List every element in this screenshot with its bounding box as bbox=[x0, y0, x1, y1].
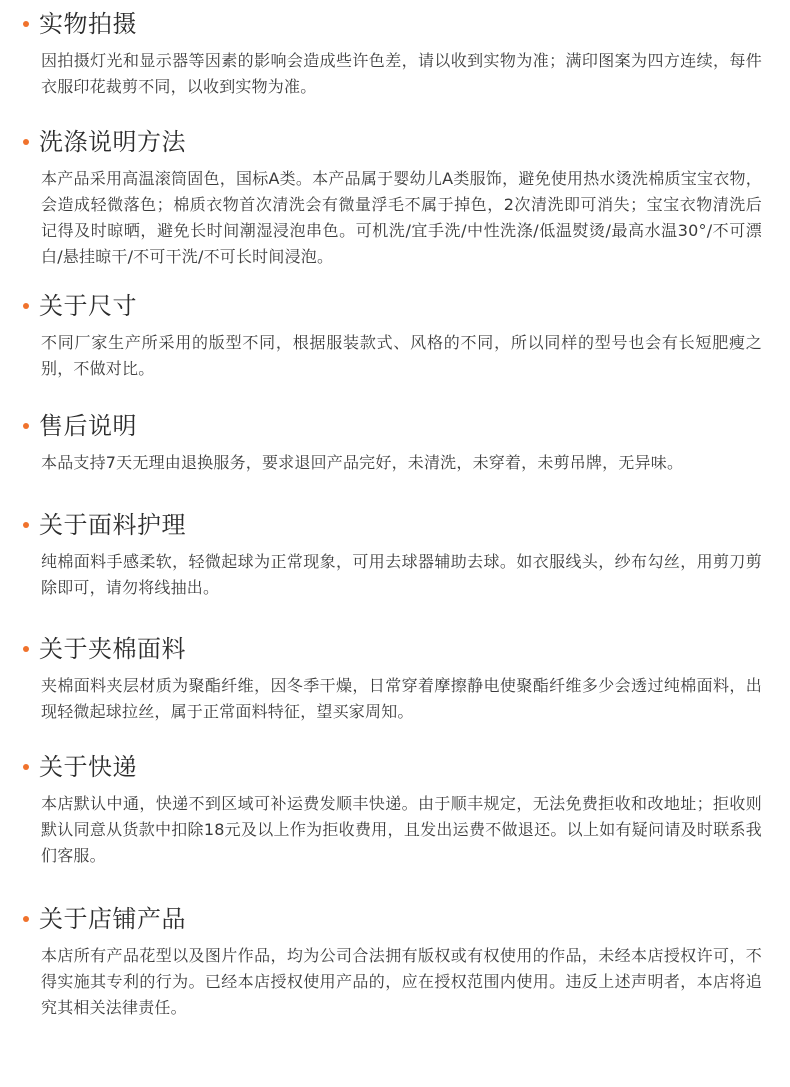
bullet-dot-icon bbox=[23, 423, 29, 429]
section-photography bbox=[22, 6, 768, 100]
section-fabric-care bbox=[22, 507, 768, 601]
section-heading bbox=[22, 408, 768, 444]
section-title: 关于夹棉面料 bbox=[39, 635, 186, 663]
section-text: 本产品采用高温滚筒固色，国标A类。本产品属于婴幼儿A类服饰，避免使用热水烫洗棉质宝宝衣物，会造成轻微落色；棉质衣物首次清洗会有微量浮毛不属于掉色，2次清洗即可消失；宝宝衣物清洗后记得及时晾晒，避免长时间潮湿浸泡串色。可机洗/宜手洗/中性洗涤/低温熨烫/最高水温30°/不可漂白/悬挂晾干/不可干洗/不可长时间浸泡。 bbox=[41, 169, 762, 266]
section-sizing bbox=[22, 288, 768, 382]
section-title: 关于店铺产品 bbox=[39, 905, 186, 933]
section-after-sales bbox=[22, 408, 768, 476]
section-washing bbox=[22, 124, 768, 270]
section-text: 本品支持7天无理由退换服务，要求退回产品完好，未清洗，未穿着，未剪吊牌，无异味。 bbox=[41, 453, 684, 472]
section-text: 本店默认中通，快递不到区域可补运费发顺丰快递。由于顺丰规定，无法免费拒收和改地址；拒收则默认同意从货款中扣除18元及以上作为拒收费用，且发出运费不做退还。以上如有疑问请及时联系我们客服。 bbox=[41, 794, 762, 865]
section-title: 实物拍摄 bbox=[39, 10, 137, 38]
section-heading bbox=[22, 631, 768, 667]
section-title: 售后说明 bbox=[39, 412, 137, 440]
bullet-dot-icon bbox=[23, 139, 29, 145]
section-title: 关于面料护理 bbox=[39, 511, 186, 539]
section-heading bbox=[22, 124, 768, 160]
section-shipping bbox=[22, 749, 768, 869]
section-heading bbox=[22, 288, 768, 324]
section-heading bbox=[22, 901, 768, 937]
section-text: 夹棉面料夹层材质为聚酯纤维，因冬季干燥，日常穿着摩擦静电使聚酯纤维多少会透过纯棉面料，出现轻微起球拉丝，属于正常面料特征，望买家周知。 bbox=[41, 676, 762, 721]
bullet-dot-icon bbox=[23, 916, 29, 922]
section-heading bbox=[22, 749, 768, 785]
section-store-products bbox=[22, 901, 768, 1021]
bullet-dot-icon bbox=[23, 764, 29, 770]
section-text: 本店所有产品花型以及图片作品，均为公司合法拥有版权或有权使用的作品，未经本店授权许可，不得实施其专利的行为。已经本店授权使用产品的，应在授权范围内使用。违反上述声明者，本店将追究其相关法律责任。 bbox=[41, 946, 762, 1017]
section-text: 纯棉面料手感柔软，轻微起球为正常现象，可用去球器辅助去球。如衣服线头，纱布勾丝，用剪刀剪除即可，请勿将线抽出。 bbox=[41, 552, 762, 597]
section-heading bbox=[22, 507, 768, 543]
bullet-dot-icon bbox=[23, 303, 29, 309]
bullet-dot-icon bbox=[23, 646, 29, 652]
section-text: 因拍摄灯光和显示器等因素的影响会造成些许色差，请以收到实物为准；满印图案为四方连续，每件衣服印花裁剪不同，以收到实物为准。 bbox=[41, 51, 762, 96]
section-title: 关于尺寸 bbox=[39, 292, 137, 320]
section-title: 关于快递 bbox=[39, 753, 137, 781]
section-heading bbox=[22, 6, 768, 42]
section-text: 不同厂家生产所采用的版型不同，根据服装款式、风格的不同，所以同样的型号也会有长短肥瘦之别，不做对比。 bbox=[41, 333, 762, 378]
bullet-dot-icon bbox=[23, 522, 29, 528]
bullet-dot-icon bbox=[23, 21, 29, 27]
section-padded-fabric bbox=[22, 631, 768, 725]
section-title: 洗涤说明方法 bbox=[39, 128, 186, 156]
